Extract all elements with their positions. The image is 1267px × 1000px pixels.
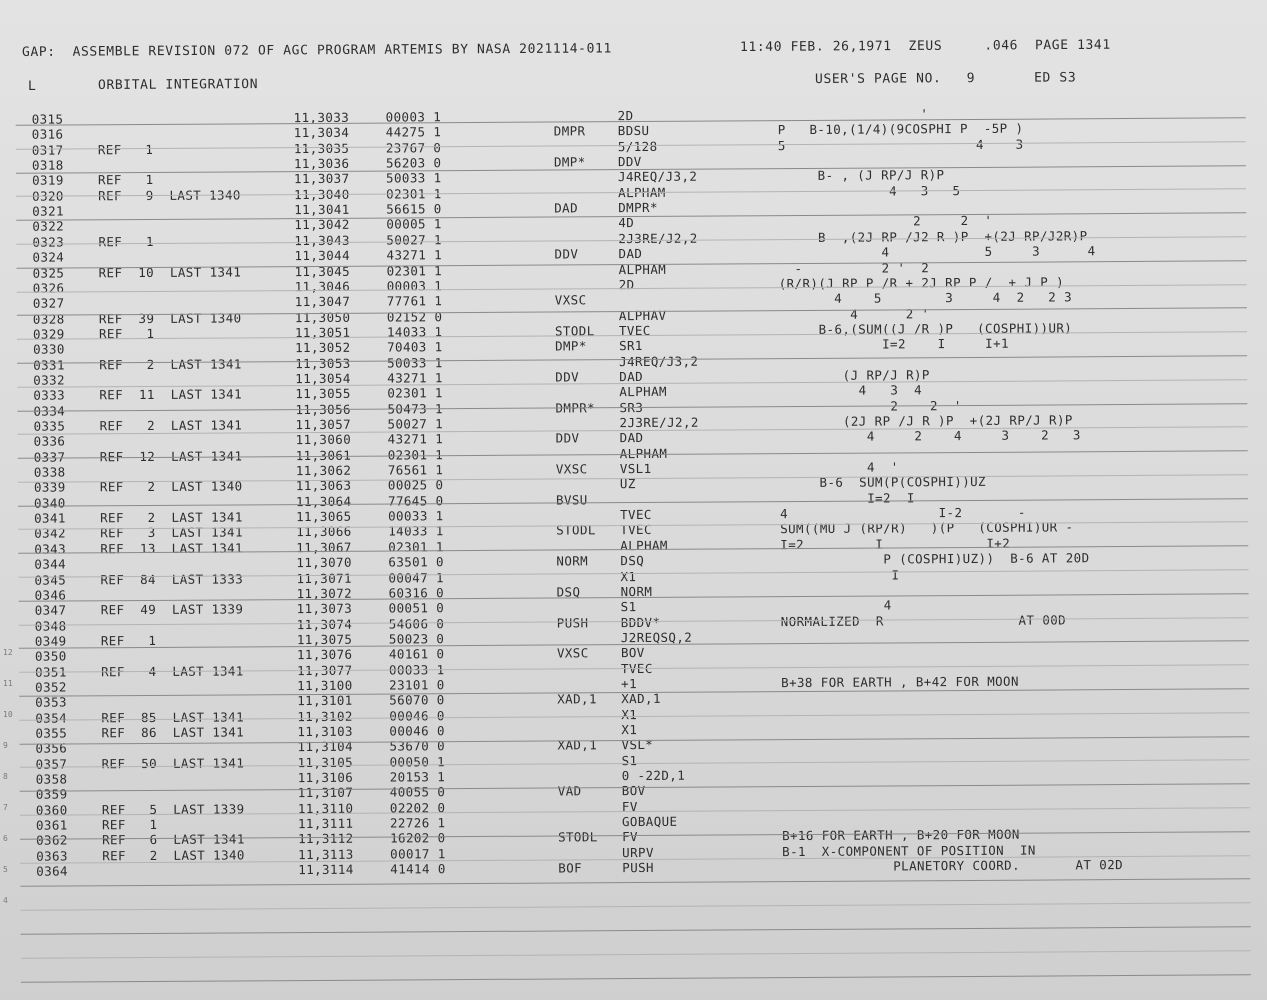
line-number: 0342 (34, 525, 66, 542)
comment: ' (777, 106, 929, 123)
line-number: 0352 (35, 679, 67, 695)
line-number: 0322 (32, 218, 65, 235)
comment: P (COSPHI)UZ)) B-6 AT 20D (780, 550, 1090, 568)
opcode: VAD (557, 783, 582, 799)
comment: B-6,(SUM((J /R )P (COSPHI))UR) (778, 320, 1073, 338)
line-number: 0361 (35, 817, 68, 833)
octal-word: 44275 1 (385, 124, 442, 140)
comment: 4 5 3 4 (778, 243, 1096, 261)
operand: 2D (617, 108, 634, 124)
opcode: PUSH (556, 614, 589, 631)
operand: ALPHAM (618, 184, 666, 200)
line-number: 0328 (32, 311, 65, 327)
form-rule (21, 974, 1251, 983)
octal-word: 56203 0 (385, 155, 442, 171)
address: 11,3061 (295, 447, 352, 463)
address: 11,3113 (298, 846, 354, 862)
address: 11,3110 (297, 800, 354, 816)
octal-word: 50027 1 (386, 232, 442, 248)
octal-word: 23101 0 (389, 677, 445, 693)
users-page-number: USER'S PAGE NO. 9 ED S3 (814, 70, 1077, 87)
form-rule (20, 879, 1250, 888)
comment: (R/R)(J RP P /R + 2J RP P / + J P ) (778, 274, 1065, 291)
octal-word: 20153 1 (389, 769, 446, 785)
line-number: 0332 (33, 372, 66, 388)
margin-mark: 6 (3, 834, 8, 843)
address: 11,3077 (296, 662, 353, 678)
line-number: 0325 (32, 265, 65, 281)
ref-info: REF 85 LAST 1341 (101, 709, 245, 725)
operand: 0 -22D,1 (621, 767, 686, 784)
octal-word: 00050 1 (389, 753, 446, 770)
line-number: 0341 (34, 510, 66, 526)
comment: 4 (780, 597, 892, 614)
comment: I=2 I I+2 (780, 535, 1011, 552)
line-number: 0354 (35, 710, 68, 726)
ref-info: REF 86 LAST 1341 (101, 724, 245, 741)
ref-info: REF 13 LAST 1341 (100, 540, 244, 557)
operand: ALPHAM (620, 537, 668, 553)
comment: (J RP/J R)P (779, 367, 930, 384)
line-number: 0326 (32, 280, 65, 296)
opcode: XAD,1 (557, 691, 597, 707)
line-number: 0334 (33, 403, 66, 419)
opcode: VXSC (555, 461, 588, 477)
operand: VSL* (621, 737, 654, 753)
operand: FV (622, 829, 638, 845)
opcode: VXSC (556, 645, 589, 661)
address: 11,3060 (295, 432, 352, 448)
ref-info: REF 2 LAST 1340 (102, 847, 245, 864)
line-number: 0355 (35, 725, 68, 741)
ref-info: REF 9 LAST 1340 (98, 187, 241, 204)
line-number: 0336 (33, 433, 66, 450)
address: 11,3112 (298, 831, 354, 847)
octal-word: 02301 1 (388, 538, 444, 555)
address: 11,3111 (297, 815, 354, 832)
address: 11,3106 (297, 769, 354, 786)
address: 11,3101 (297, 693, 353, 709)
comment: SUM((MU J (RP/R) )(P (COSPHI)UR - (780, 519, 1074, 537)
octal-word: 02301 1 (386, 185, 442, 202)
operand: DDV (617, 154, 642, 170)
octal-word: 00033 1 (388, 508, 444, 524)
line-number: 0340 (33, 495, 66, 511)
octal-word: 77645 0 (387, 492, 444, 509)
comment: NORMALIZED R AT 00D (780, 611, 1067, 629)
opcode: STODL (558, 829, 598, 845)
comment: 2 2 ' (779, 397, 962, 414)
octal-word: 00003 1 (386, 278, 443, 294)
comment: I=2 I (779, 490, 915, 506)
ref-info: REF 2 LAST 1341 (99, 417, 243, 434)
comment: 4 3 4 (779, 382, 923, 399)
octal-word: 50473 1 (387, 400, 443, 417)
operand: J2REQSQ,2 (620, 629, 693, 646)
octal-word: 02301 1 (386, 262, 443, 279)
opcode: BVSU (555, 492, 588, 508)
operand: UZ (619, 476, 636, 492)
octal-word: 00047 1 (388, 569, 444, 586)
ref-info: REF 49 LAST 1339 (100, 601, 244, 618)
operand: BDDV* (620, 614, 661, 630)
address: 11,3044 (294, 247, 351, 264)
comment: I (780, 566, 900, 583)
ref-info: REF 1 (97, 172, 154, 188)
comment: I=2 I I+1 (779, 335, 1009, 353)
line-number: 0335 (33, 418, 66, 434)
operand: FV (621, 798, 638, 814)
line-number: 0349 (34, 633, 67, 649)
operand: BOV (620, 645, 645, 661)
line-number: 0350 (34, 648, 67, 664)
octal-word: 22726 1 (389, 815, 446, 831)
octal-word: 60316 0 (388, 585, 445, 601)
octal-word: 70403 1 (387, 339, 443, 355)
operand: DAD (619, 368, 644, 385)
ref-info: REF 1 (97, 141, 154, 157)
operand: SR1 (619, 338, 643, 354)
address: 11,3056 (295, 401, 351, 417)
octal-word: 41414 0 (390, 861, 446, 877)
address: 11,3043 (294, 232, 350, 248)
address: 11,3050 (294, 309, 351, 325)
ref-info: REF 50 LAST 1341 (101, 755, 245, 771)
margin-mark: 9 (3, 741, 8, 750)
line-number: 0324 (32, 249, 65, 265)
line-number: 0363 (36, 848, 68, 864)
operand: J4REQ/J3,2 (619, 353, 699, 369)
address: 11,3064 (295, 493, 352, 509)
comment: B+38 FOR EARTH , B+42 FOR MOON (781, 673, 1019, 691)
octal-word: 50033 1 (385, 170, 442, 186)
form-rule (21, 926, 1251, 935)
operand: SR3 (619, 399, 644, 415)
opcode: STODL (554, 323, 595, 339)
octal-word: 00051 0 (388, 600, 445, 616)
operand: +1 (621, 675, 638, 692)
address: 11,3045 (294, 263, 351, 279)
octal-word: 00046 0 (389, 723, 445, 739)
line-number: 0343 (34, 541, 67, 557)
octal-word: 50033 1 (387, 354, 443, 371)
operand: S1 (621, 752, 638, 768)
line-number: 0364 (36, 863, 69, 879)
opcode: XAD,1 (557, 737, 598, 753)
ref-info: REF 12 LAST 1341 (99, 448, 243, 464)
address: 11,3057 (295, 416, 352, 433)
operand: DMPR* (618, 199, 658, 216)
octal-word: 56615 0 (386, 201, 442, 217)
octal-word: 43271 1 (387, 370, 443, 386)
address: 11,3041 (294, 201, 350, 218)
operand: XAD,1 (621, 691, 661, 707)
line-number: 0351 (34, 664, 67, 680)
operand: DAD (618, 246, 643, 262)
margin-mark: 5 (3, 865, 8, 874)
octal-word: 53670 0 (389, 738, 446, 754)
operand: VSL1 (619, 460, 652, 477)
octal-word: 00046 0 (389, 707, 445, 724)
opcode: DDV (555, 430, 580, 446)
comment: B-1 X-COMPONENT OF POSITION IN (782, 842, 1036, 859)
line-number: 0353 (35, 694, 67, 710)
opcode: DMP* (555, 338, 587, 354)
opcode: VXSC (554, 292, 587, 308)
line-number: 0346 (34, 587, 67, 603)
opcode: DDV (555, 369, 580, 385)
opcode: DMP* (553, 154, 586, 170)
line-number: 0356 (35, 740, 68, 757)
octal-word: 00025 0 (387, 477, 444, 493)
opcode: STODL (556, 522, 596, 538)
comment: 4 2 ' (778, 305, 930, 322)
address: 11,3073 (296, 600, 353, 617)
address: 11,3063 (295, 478, 352, 494)
operand: S1 (620, 599, 637, 615)
operand: URPV (622, 844, 654, 860)
address: 11,3034 (293, 125, 350, 141)
comment: B+16 FOR EARTH , B+20 FOR MOON (782, 827, 1020, 844)
ref-info: REF 2 LAST 1341 (100, 509, 243, 526)
ref-info: REF 1 (101, 817, 158, 833)
octal-word: 02301 1 (387, 385, 443, 401)
operand: X1 (621, 722, 638, 738)
comment: 4 2 4 3 2 3 (779, 427, 1081, 445)
opcode: DAD (554, 200, 579, 216)
octal-word: 16202 0 (390, 830, 446, 846)
opcode: DDV (554, 246, 579, 262)
ref-info: REF 84 LAST 1333 (100, 570, 244, 587)
octal-word: 02152 0 (386, 308, 443, 325)
address: 11,3036 (293, 155, 350, 172)
operand: ALPHAM (619, 384, 667, 400)
comment: - 2 ' 2 (778, 259, 930, 276)
comment: PLANETORY COORD. AT 02D (782, 857, 1124, 875)
line-number: 0338 (33, 464, 66, 480)
comment: P B-10,(1/4)(9COSPHI P -5P ) (777, 120, 1024, 138)
margin-mark: 11 (3, 679, 13, 688)
address: 11,3070 (296, 554, 352, 571)
margin-mark: 12 (3, 648, 13, 657)
line-number: 0345 (34, 572, 67, 588)
operand: GOBAQUE (621, 813, 678, 830)
octal-word: 63501 0 (388, 554, 444, 570)
ref-info: REF 1 (100, 632, 157, 649)
operand: PUSH (622, 860, 654, 876)
line-number: 0319 (31, 172, 64, 189)
address: 11,3037 (293, 171, 350, 187)
margin-mark: 4 (3, 896, 8, 905)
line-number: 0348 (34, 618, 67, 634)
octal-word: 00005 1 (386, 216, 442, 232)
header-line-right: 11:40 FEB. 26,1971 ZEUS .046 PAGE 1341 (739, 37, 1111, 55)
operand: DAD (619, 430, 644, 446)
octal-word: 00017 1 (390, 845, 446, 862)
address: 11,3072 (296, 585, 353, 601)
comment: 2 2 ' (778, 213, 993, 230)
form-rule (21, 950, 1251, 959)
address: 11,3114 (298, 861, 354, 878)
operand: X1 (620, 568, 637, 584)
comment: B-6 SUM(P(COSPHI))UZ (779, 474, 987, 491)
operand: TVEC (620, 660, 653, 676)
operand: TVEC (618, 322, 651, 339)
line-number: 0323 (32, 234, 65, 250)
operand: ALPHAM (618, 261, 667, 277)
comment: B ,(2J RP /J2 R )P +(2J RP/J2R)P (778, 228, 1088, 245)
margin-mark: 7 (3, 803, 8, 812)
form-rule (20, 902, 1250, 911)
line-number: 0316 (31, 126, 64, 143)
ref-info: REF 4 LAST 1341 (100, 663, 244, 679)
line-number: 0357 (35, 756, 68, 772)
line-number: 0330 (33, 341, 65, 357)
address: 11,3053 (295, 355, 351, 371)
octal-word: 43271 1 (386, 247, 443, 263)
ref-info: REF 2 LAST 1341 (99, 356, 242, 372)
section-title: ORBITAL INTEGRATION (97, 77, 259, 93)
section-mark: L (27, 78, 37, 94)
address: 11,3054 (295, 370, 351, 387)
octal-word: 02301 1 (387, 446, 444, 463)
opcode: DMPR* (555, 399, 596, 416)
octal-word: 76561 1 (387, 462, 444, 478)
octal-word: 50023 0 (388, 631, 445, 647)
line-number: 0333 (33, 387, 66, 404)
ref-info: REF 3 LAST 1341 (100, 524, 243, 541)
operand: ALPHAV (618, 307, 667, 323)
opcode: DSQ (556, 584, 581, 600)
address: 11,3035 (293, 140, 350, 156)
line-number: 0331 (33, 357, 65, 373)
octal-word: 14033 1 (386, 324, 443, 340)
octal-word: 54606 0 (388, 615, 445, 632)
address: 11,3052 (295, 340, 351, 356)
address: 11,3065 (296, 508, 352, 525)
comment: 4 ' (779, 459, 899, 476)
comment: 4 I-2 - (780, 504, 1026, 522)
operand: DSQ (620, 553, 645, 569)
octal-word: 40161 0 (388, 646, 445, 662)
address: 11,3047 (294, 293, 351, 310)
operand: 2J3RE/J2,2 (618, 230, 698, 246)
address: 11,3033 (293, 109, 350, 126)
comment: (2J RP /J R )P +(2J RP/J R)P (779, 412, 1073, 430)
operand: TVEC (620, 522, 652, 538)
comment: B- , (J RP/J R)P (777, 167, 945, 184)
octal-word: 00033 1 (388, 661, 445, 678)
octal-word: 14033 1 (388, 523, 444, 539)
address: 11,3055 (295, 386, 351, 402)
address: 11,3100 (297, 677, 353, 694)
line-number: 0327 (32, 295, 65, 311)
operand: NORM (620, 583, 653, 599)
line-number: 0347 (34, 602, 67, 618)
address: 11,3062 (295, 462, 352, 479)
address: 11,3066 (296, 524, 352, 540)
ref-info: REF 2 LAST 1340 (99, 478, 243, 495)
ref-info: REF 6 LAST 1341 (102, 831, 245, 848)
operand: 5/128 (617, 138, 658, 154)
ref-info: REF 1 (98, 233, 154, 250)
ref-info: REF 5 LAST 1339 (101, 801, 245, 818)
octal-word: 23767 0 (385, 139, 442, 156)
operand: 2D (618, 276, 635, 292)
operand: TVEC (620, 507, 652, 523)
address: 11,3071 (296, 570, 352, 586)
line-number: 0339 (33, 479, 66, 496)
address: 11,3076 (296, 647, 353, 663)
line-number: 0315 (31, 111, 64, 127)
address: 11,3074 (296, 616, 353, 632)
opcode: BOF (558, 860, 583, 876)
comment: 5 4 3 (777, 136, 1024, 153)
margin-mark: 10 (3, 710, 13, 719)
line-number: 0362 (36, 832, 68, 849)
address: 11,3046 (294, 278, 351, 294)
ref-info: REF 11 LAST 1341 (99, 386, 243, 403)
line-number: 0358 (35, 771, 68, 787)
octal-word: 43271 1 (387, 431, 444, 447)
address: 11,3102 (297, 708, 353, 724)
address: 11,3067 (296, 539, 352, 555)
opcode: NORM (556, 553, 589, 569)
comment: 4 3 5 (778, 182, 961, 199)
octal-word: 50027 1 (387, 416, 444, 432)
address: 11,3103 (297, 723, 353, 740)
operand: 4D (618, 215, 635, 231)
line-number: 0317 (31, 142, 64, 158)
octal-word: 00003 1 (385, 109, 442, 125)
octal-word: 02202 0 (389, 799, 446, 816)
line-number: 0321 (32, 203, 64, 219)
header-line-left: GAP: ASSEMBLE REVISION 072 OF AGC PROGRAM ARTEMIS BY NASA 2021114-011 (21, 41, 612, 60)
address: 11,3075 (296, 631, 353, 647)
opcode: DMPR (553, 123, 586, 139)
line-number: 0320 (32, 188, 64, 204)
address: 11,3040 (294, 186, 350, 202)
address: 11,3042 (294, 217, 350, 233)
line-number: 0318 (31, 157, 64, 173)
operand: BDSU (617, 123, 650, 139)
operand: 2J3RE/J2,2 (619, 414, 699, 431)
operand: BOV (621, 783, 646, 799)
octal-word: 56070 0 (389, 692, 445, 708)
address: 11,3104 (297, 739, 354, 755)
address: 11,3105 (297, 754, 354, 770)
address: 11,3107 (297, 785, 354, 801)
ref-info: REF 10 LAST 1341 (98, 263, 242, 280)
ref-info: REF 39 LAST 1340 (98, 309, 242, 326)
operand: ALPHAM (619, 445, 668, 461)
octal-word: 77761 1 (386, 293, 443, 309)
margin-mark: 8 (3, 772, 8, 781)
operand: J4REQ/J3,2 (617, 169, 698, 185)
operand: X1 (621, 706, 638, 722)
line-number: 0337 (33, 449, 66, 465)
line-number: 0360 (35, 802, 68, 818)
ref-info: REF 1 (98, 325, 155, 342)
line-number: 0359 (35, 786, 68, 803)
octal-word: 40055 0 (389, 784, 446, 800)
line-number: 0329 (32, 326, 65, 342)
line-number: 0344 (34, 556, 67, 572)
address: 11,3051 (294, 324, 351, 340)
comment: 4 5 3 4 2 2 3 (778, 289, 1073, 307)
